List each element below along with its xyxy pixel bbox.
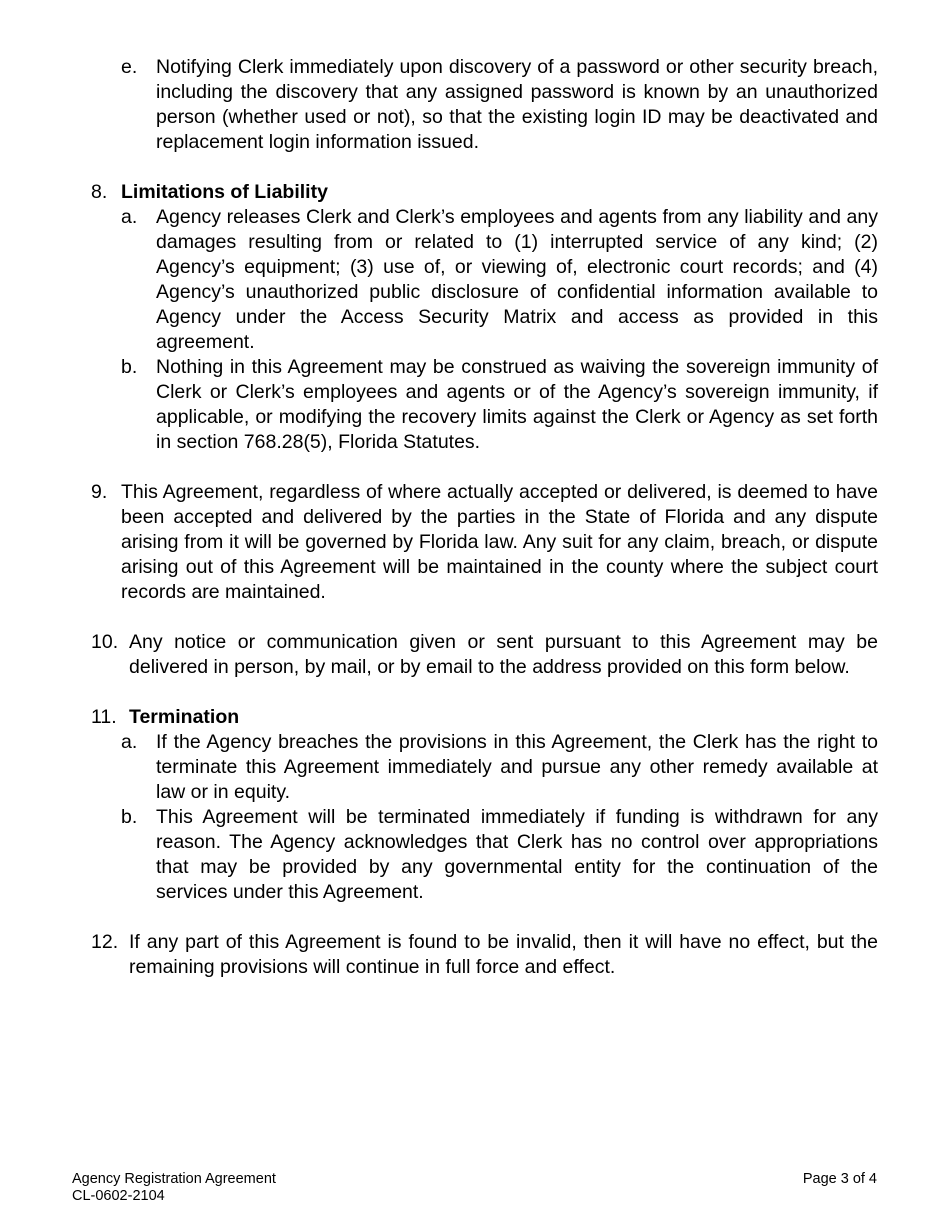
section-10	[91, 630, 878, 680]
section-number: 10.	[91, 631, 119, 653]
item-text: Notifying Clerk immediately upon discovery of a password or other security breach, including the discovery that any assigned password is known by an unauthorized person (whether used or not), so that the existing login ID may be deactivated and replacement login information issued.	[156, 56, 878, 153]
section-number: 8.	[91, 181, 108, 203]
section-11-item-a	[121, 730, 878, 805]
section-7-sublist	[121, 55, 878, 155]
section-8	[91, 180, 878, 205]
section-heading: Termination	[129, 706, 240, 728]
footer-page-number: Page 3 of 4	[802, 1171, 877, 1187]
section-text: If any part of this Agreement is found to be invalid, then it will have no effect, but the remaining provisions will continue in full force and effect.	[129, 931, 878, 978]
item-letter: a.	[121, 731, 138, 753]
section-number: 9.	[91, 481, 108, 503]
section-heading: Limitations of Liability	[121, 181, 328, 203]
section-number: 11.	[91, 706, 117, 728]
item-letter: b.	[121, 806, 138, 828]
footer-form-title: Agency Registration Agreement	[72, 1171, 276, 1187]
item-text: Nothing in this Agreement may be construed as waiving the sovereign immunity of Clerk or Clerk’s employees and agents or of the Agency’s sovereign immunity, if applicable, or modifying the recovery limits against the Clerk or Agency as set forth in section 768.28(5), Florida Statutes.	[156, 356, 878, 453]
section-7-item-e	[121, 55, 878, 155]
item-text: Agency releases Clerk and Clerk’s employees and agents from any liability and any damages resulting from or related to (1) interrupted service of any kind; (2) Agency’s equipment; (3) use of, or viewing of, electronic court records; and (4) Agency’s unauthorized public disclosure of confidential information available to Agency under the Access Security Matrix and access as provided in this agreement.	[156, 206, 878, 353]
item-letter: e.	[121, 56, 138, 78]
footer-form-info	[72, 1171, 276, 1205]
section-text: This Agreement, regardless of where actually accepted or delivered, is deemed to have been accepted and delivered by the parties in the State of Florida and any dispute arising from it will be governed by Florida law. Any suit for any claim, breach, or dispute arising out of this Agreement will be maintained in the county where the subject court records are maintained.	[121, 481, 878, 603]
section-12	[91, 930, 878, 980]
item-letter: b.	[121, 356, 138, 378]
item-text: If the Agency breaches the provisions in this Agreement, the Clerk has the right to terminate this Agreement immediately and pursue any other remedy available at law or in equity.	[156, 731, 878, 803]
footer-form-number: CL-0602-2104	[72, 1188, 165, 1204]
section-8-sublist	[121, 205, 878, 455]
section-number: 12.	[91, 931, 119, 953]
document-body	[91, 55, 878, 980]
section-8-item-a	[121, 205, 878, 355]
section-text: Any notice or communication given or sent pursuant to this Agreement may be delivered in person, by mail, or by email to the address provided on this form below.	[129, 631, 878, 678]
section-11-sublist	[121, 730, 878, 905]
section-8-item-b	[121, 355, 878, 455]
section-11-item-b	[121, 805, 878, 905]
section-9	[91, 480, 878, 605]
section-11	[91, 705, 878, 730]
item-text: This Agreement will be terminated immediately if funding is withdrawn for any reason. The Agency acknowledges that Clerk has no control over appropriations that may be provided by any governmental entity for the continuation of the services under this Agreement.	[156, 806, 878, 903]
item-letter: a.	[121, 206, 138, 228]
